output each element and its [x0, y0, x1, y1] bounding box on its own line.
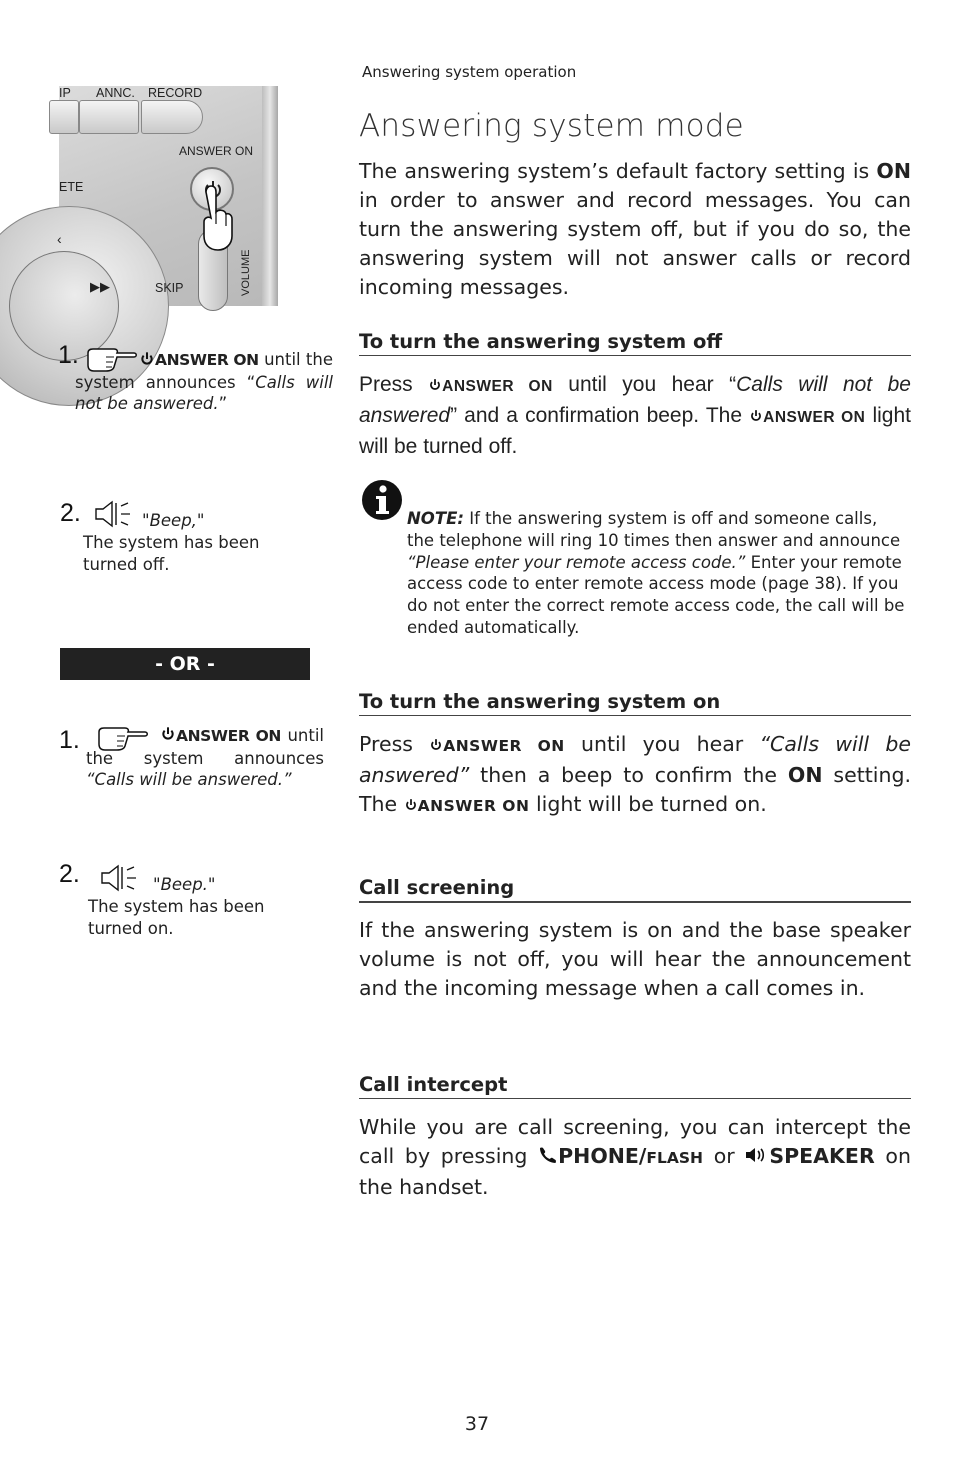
speaker-icon [745, 1146, 769, 1164]
step-on-2-number: 2. [59, 860, 80, 888]
answer-on-key-label: ANSWER ON [443, 737, 565, 755]
hand-press-icon [199, 184, 235, 254]
step-on-1-text [86, 725, 324, 791]
speaker-beep-icon [100, 864, 138, 892]
turn-on-after2: setting. The [359, 763, 911, 816]
device-edge [262, 86, 278, 306]
step-on-1-rest: until the system announces [86, 726, 324, 768]
heading-turn-on: To turn the answering system on [359, 690, 911, 716]
step-off-1-rest: until the system announces “ [75, 350, 334, 392]
intercept-or: or [703, 1144, 746, 1168]
call-screening-paragraph: If the answering system is on and the base speaker volume is not off, you will hear the announcement and the incoming message when a call comes in. [359, 918, 911, 1000]
step-off-2-text: The system has been turned off. [83, 533, 260, 574]
answer-on-key-label: ANSWER ON [176, 727, 281, 745]
heading-call-intercept: Call intercept [359, 1073, 911, 1099]
label-record: RECORD [148, 86, 203, 100]
turn-on-end: light will be turned on. [529, 792, 767, 816]
label-answer-on: ANSWER ON [179, 144, 254, 158]
speaker-key-label: SPEAKER [769, 1144, 875, 1168]
label-annc: ANNC. [96, 86, 135, 100]
info-icon [361, 479, 403, 521]
turn-off-after: ” and a confirmation beep. The [450, 404, 750, 427]
power-icon [404, 798, 418, 812]
turn-on-until: until you hear [564, 732, 760, 756]
turn-on-after: then a beep to confirm the [469, 763, 788, 787]
flash-key-label: FLASH [646, 1149, 704, 1167]
step-off-1-text [75, 349, 333, 415]
phone-icon [538, 1146, 558, 1164]
ff-icon: ▶▶ [90, 279, 110, 294]
step-off-1-number: 1. [58, 341, 79, 369]
note-text-2: Enter your remote access code to enter remote access mode (page 38). If you do not enter the correct remote access code, the call will be ended automatically. [407, 552, 905, 637]
key-annc [79, 100, 139, 134]
call-intercept-paragraph [359, 1113, 911, 1202]
or-divider: - OR - [60, 648, 310, 680]
turn-off-until: until you hear “ [552, 373, 737, 396]
turn-on-quote: “Calls will be answered” [359, 732, 911, 787]
intercept-text-2: on the handset. [359, 1144, 911, 1199]
turn-on-paragraph [359, 730, 911, 821]
power-icon [749, 409, 763, 423]
label-ip: IP [59, 86, 71, 100]
turn-off-quote: Calls will not be answered [359, 373, 911, 427]
turn-off-end: light will be turned off. [359, 404, 911, 458]
intro-text-1: The answering system’s default factory setting is [359, 159, 877, 183]
intro-on: ON [876, 159, 911, 183]
page-title: Answering system mode [359, 108, 744, 144]
intro-paragraph [359, 157, 911, 302]
rewind-icon: ‹ [57, 231, 62, 247]
step-off-2-beep: "Beep," [142, 511, 205, 530]
step-on-2-beep: "Beep." [153, 875, 216, 894]
page-number: 37 [464, 1413, 490, 1435]
step-off-1-quote: Calls will not be answered. [75, 372, 334, 413]
note-quote: “Please enter your remote access code.” [407, 552, 746, 572]
key-record [141, 100, 203, 134]
step-on-2-text: The system has been turned on. [88, 897, 265, 938]
label-volume: VOLUME [240, 249, 252, 296]
note-paragraph [407, 508, 907, 639]
base-unit-photo [59, 86, 278, 306]
step-on-1-number: 1. [59, 726, 80, 754]
step-off-1-close: ” [218, 394, 228, 413]
label-delete: ETE [59, 180, 84, 194]
step-off-2-number: 2. [60, 499, 81, 527]
phone-key-label: PHONE/ [558, 1144, 647, 1168]
answer-on-key-label: ANSWER ON [155, 351, 259, 369]
turn-off-press: Press [359, 373, 429, 396]
note-text-1: If the answering system is off and someone calls, the telephone will ring 10 times then answer and announce [407, 509, 901, 550]
intro-text-2: in order to answer and record messages. You can turn the answering system off, but if you do so, the answering system will not answer calls or record incoming messages. [359, 188, 911, 299]
note-label: NOTE: [407, 509, 464, 528]
intercept-text-1: While you are call screening, you can intercept the call by pressing [359, 1115, 911, 1168]
turn-on-on: ON [787, 763, 823, 787]
label-skip: SKIP [155, 281, 184, 295]
turn-off-paragraph [359, 370, 911, 461]
running-head: Answering system operation [362, 63, 577, 81]
key-ip [49, 100, 79, 134]
speaker-beep-icon [94, 500, 132, 528]
answer-on-key-label: ANSWER ON [763, 409, 866, 426]
power-icon [428, 378, 442, 392]
heading-turn-off: To turn the answering system off [359, 330, 911, 356]
power-icon [429, 738, 443, 752]
heading-call-screening: Call screening [359, 876, 911, 903]
step-on-1-quote: “Calls will be answered.” [86, 770, 292, 789]
answer-on-key-label: ANSWER ON [442, 378, 553, 395]
turn-on-press: Press [359, 732, 430, 756]
answer-on-key-label: ANSWER ON [417, 797, 530, 815]
